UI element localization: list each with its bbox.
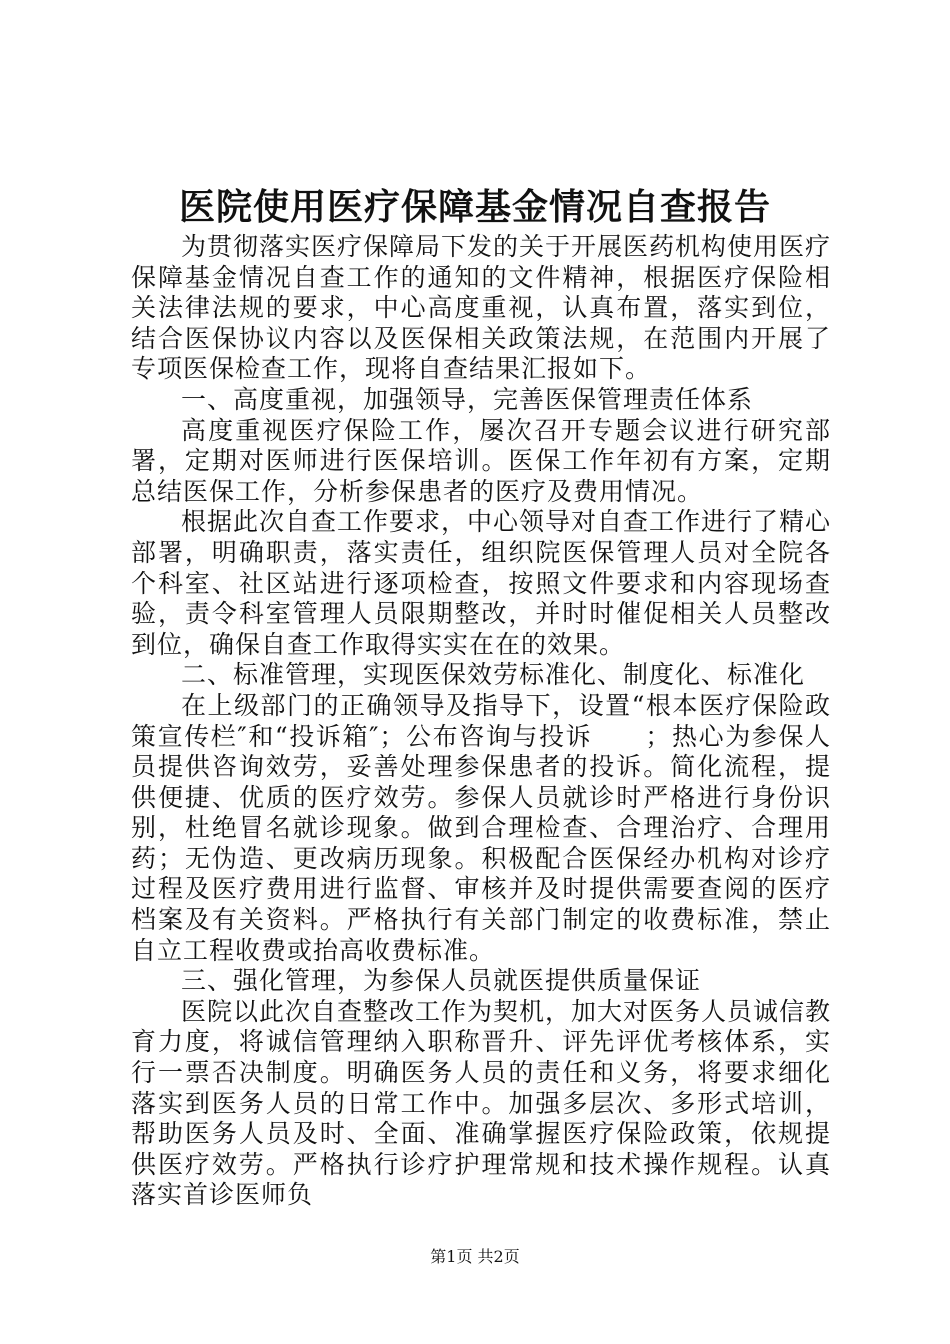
section-heading-3: 三、强化管理，为参保人员就医提供质量保证 bbox=[181, 966, 702, 996]
paragraph-section-1b: 根据此次自查工作要求，中心领导对自查工作进行了精心部署，明确职责，落实责任，组织院医保管理人员对全院各个科室、社区站进行逐项检查，按照文件要求和内容现场查验，责令科室管理人员限期整改，并时时催促相关人员整改到位，确保自查工作取得实实在在的效果。 bbox=[131, 507, 832, 659]
section-heading-2: 二、标准管理，实现医保效劳标准化、制度化、标准化 bbox=[181, 660, 806, 690]
paragraph-intro: 为贯彻落实医疗保障局下发的关于开展医药机构使用医疗保障基金情况自查工作的通知的文件精神，根据医疗保险相关法律法规的要求，中心高度重视，认真布置，落实到位，结合医保协议内容以及医保相关政策法规，在范围内开展了专项医保检查工作，现将自查结果汇报如下。 bbox=[131, 232, 832, 384]
document-body bbox=[131, 232, 831, 1211]
paragraph-section-1a: 高度重视医疗保险工作，屡次召开专题会议进行研究部署，定期对医师进行医保培训。医保工作年初有方案，定期总结医保工作，分析参保患者的医疗及费用情况。 bbox=[131, 415, 831, 506]
section-heading-1: 一、高度重视，加强领导，完善医保管理责任体系 bbox=[181, 384, 754, 414]
page-footer: 第1页 共2页 bbox=[430, 1247, 520, 1266]
paragraph-section-2: 在上级部门的正确领导及指导下，设置“根本医疗保险政策宣传栏″和“投诉箱″；公布咨询与投诉 ；热心为参保人员提供咨询效劳，妥善处理参保患者的投诉。简化流程，提供便捷、优质的医疗效劳。参保人员就诊时严格进行身份识别，杜绝冒名就诊现象。做到合理检查、合理治疗、合理用药；无伪造、更改病历现象。积极配合医保经办机构对诊疗过程及医疗费用进行监督、审核并及时提供需要查阅的医疗档案及有关资料。严格执行有关部门制定的收费标准，禁止自立工程收费或抬高收费标准。 bbox=[131, 690, 831, 965]
paragraph-section-3: 医院以此次自查整改工作为契机，加大对医务人员诚信教育力度，将诚信管理纳入职称晋升、评先评优考核体系，实行一票否决制度。明确医务人员的责任和义务，将要求细化落实到医务人员的日常工作中。加强多层次、多形式培训，帮助医务人员及时、全面、准确掌握医疗保险政策，依规提供医疗效劳。严格执行诊疗护理常规和技术操作规程。认真落实首诊医师负 bbox=[131, 996, 832, 1210]
document-title: 医院使用医疗保障基金情况自查报告 bbox=[178, 186, 771, 228]
